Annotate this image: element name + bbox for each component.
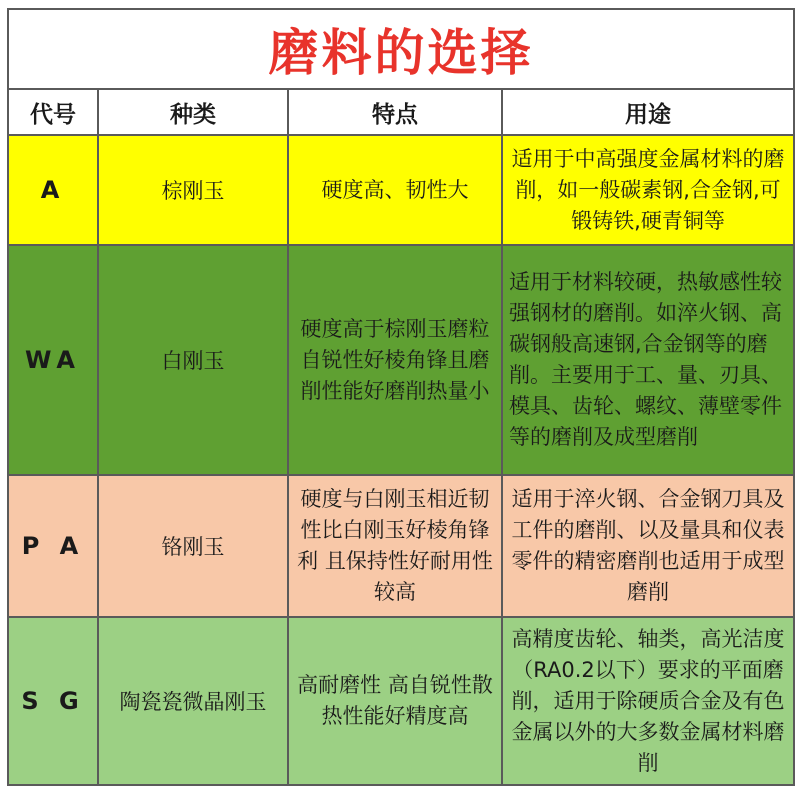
abrasive-selection-table-container <box>7 8 793 794</box>
header-code: 代号 <box>8 89 98 135</box>
cell-usage: 高精度齿轮、轴类，高光洁度（RA0.2以下）要求的平面磨削，适用于除硬质合金及有色金属以外的大多数金属材料磨削 <box>502 617 794 785</box>
cell-code: S G <box>8 617 98 785</box>
title-cell <box>8 9 794 89</box>
cell-usage: 适用于中高强度金属材料的磨削，如一般碳素钢,合金钢,可锻铸铁,硬青铜等 <box>502 135 794 245</box>
cell-feature: 高耐磨性 高自锐性散热性能好精度高 <box>288 617 502 785</box>
cell-feature: 硬度高、韧性大 <box>288 135 502 245</box>
cell-kind: 陶瓷瓷微晶刚玉 <box>98 617 288 785</box>
cell-usage: 适用于材料较硬，热敏感性较强钢材的磨削。如淬火钢、高碳钢般高速钢,合金钢等的磨削。主要用于工、量、刃具、模具、齿轮、螺纹、薄壁零件等的磨削及成型磨削 <box>502 245 794 475</box>
table-row <box>8 617 794 785</box>
table-row <box>8 245 794 475</box>
abrasive-selection-table <box>7 8 795 786</box>
table-row <box>8 475 794 617</box>
cell-kind: 棕刚玉 <box>98 135 288 245</box>
cell-feature: 硬度高于棕刚玉磨粒自锐性好棱角锋且磨削性能好磨削热量小 <box>288 245 502 475</box>
cell-code: WA <box>8 245 98 475</box>
page-title: 磨料的选择 <box>268 24 534 82</box>
header-row <box>8 89 794 135</box>
title-row <box>8 9 794 89</box>
header-feature: 特点 <box>288 89 502 135</box>
cell-kind: 铬刚玉 <box>98 475 288 617</box>
cell-usage: 适用于淬火钢、合金钢刀具及工件的磨削、以及量具和仪表零件的精密磨削也适用于成型磨削 <box>502 475 794 617</box>
cell-kind: 白刚玉 <box>98 245 288 475</box>
header-kind: 种类 <box>98 89 288 135</box>
cell-feature: 硬度与白刚玉相近韧性比白刚玉好棱角锋利 且保持性好耐用性较高 <box>288 475 502 617</box>
cell-code: P A <box>8 475 98 617</box>
table-row <box>8 135 794 245</box>
header-usage: 用途 <box>502 89 794 135</box>
cell-code: A <box>8 135 98 245</box>
